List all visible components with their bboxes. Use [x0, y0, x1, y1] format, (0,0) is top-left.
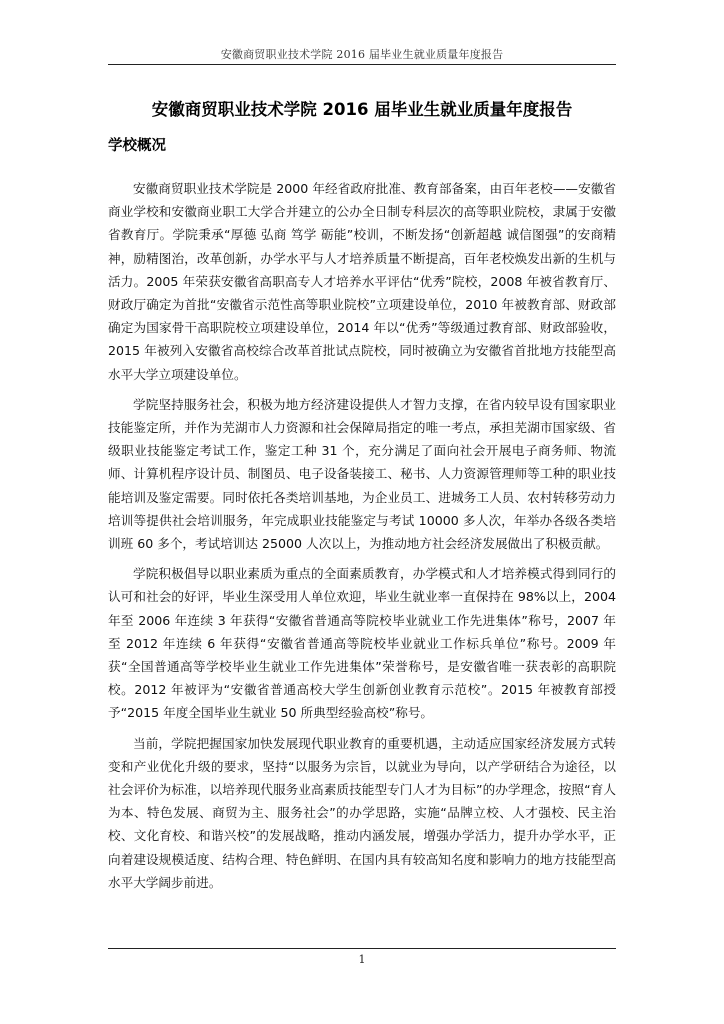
- section-heading: 学校概况: [108, 138, 166, 154]
- body-text: [108, 177, 616, 901]
- footer-divider: [108, 948, 616, 949]
- document-title: 安徽商贸职业技术学院 2016 届毕业生就业质量年度报告: [151, 100, 573, 119]
- paragraph-2: 学院坚持服务社会，积极为地方经济建设提供人才智力支撑，在省内较早设有国家职业技能鉴定所，并作为芜湖市人力资源和社会保障局指定的唯一考点，承担芜湖市国家级、省级职业技能鉴定考试工作，鉴定工种 31 个，充分满足了面向社会开展电子商务师、物流师、计算机程序设计员、制图员、电子设备装接工、秘书、人力资源管理师等工种的职业技能培训及鉴定需要。同时依托各类培训基地，为企业员工、进城务工人员、农村转移劳动力培训等提供社会培训服务，年完成职业技能鉴定与考试 10000 多人次，年举办各级各类培训班 60 多个，考试培训达 25000 人次以上，为推动地方社会经济发展做出了积极贡献。: [108, 396, 616, 552]
- header-divider: [108, 64, 616, 65]
- page-number: 1: [358, 953, 366, 966]
- paragraph-1: 安徽商贸职业技术学院是 2000 年经省政府批准、教育部备案，由百年老校——安徽省商业学校和安徽商业职工大学合并建立的公办全日制专科层次的高等职业院校，隶属于安徽省教育厅。学院秉承“厚德 弘商 笃学 砺能”校训，不断发扬“创新超越 诚信图强”的安商精神，励精图治，改革创新，办学水平与人才培养质量不断提高，百年老校焕发出新的生机与活力。2005 年荣获安徽省高职高专人才培养水平评估“优秀”院校，2008 年被省教育厅、财政厅确定为首批“安徽省示范性高等职业院校”立项建设单位，2010 年被教育部、财政部确定为国家骨干高职院校立项建设单位，2014 年以“优秀”等级通过教育部、财政部验收，2015 年被列入安徽省高校综合改革首批试点院校，同时被确立为安徽省首批地方技能型高水平大学立项建设单位。: [108, 181, 616, 382]
- paragraph-3: 学院积极倡导以职业素质为重点的全面素质教育，办学模式和人才培养模式得到同行的认可和社会的好评，毕业生深受用人单位欢迎，毕业生就业率一直保持在 98%以上，2004 年至 2006 年连续 3 年获得“安徽省普通高等院校毕业就业工作先进集体”称号，2007 年至 2012 年连续 6 年获得“安徽省普通高等院校毕业就业工作标兵单位”称号。2009 年获“全国普通高等学校毕业生就业工作先进集体”荣誉称号，是安徽省唯一获表彰的高职院校。2012 年被评为“安徽省普通高校大学生创新创业教育示范校”。2015 年被教育部授予“2015 年度全国毕业生就业 50 所典型经验高校”称号。: [108, 566, 616, 721]
- paragraph-4: 当前，学院把握国家加快发展现代职业教育的重要机遇，主动适应国家经济发展方式转变和产业优化升级的要求，坚持“以服务为宗旨，以就业为导向，以产学研结合为途径，以社会评价为标准，以培养现代服务业高素质技能型专门人才为目标”的办学理念，按照“育人为本、特色发展、商贸为主、服务社会”的办学思路，实施“品牌立校、人才强校、民主治校、文化育校、和谐兴校”的发展战略，推动内涵发展，增强办学活力，提升办学水平，正向着建设规模适度、结构合理、特色鲜明、在国内具有较高知名度和影响力的地方技能型高水平大学阔步前进。: [108, 735, 616, 890]
- running-header: 安徽商贸职业技术学院 2016 届毕业生就业质量年度报告: [220, 48, 504, 61]
